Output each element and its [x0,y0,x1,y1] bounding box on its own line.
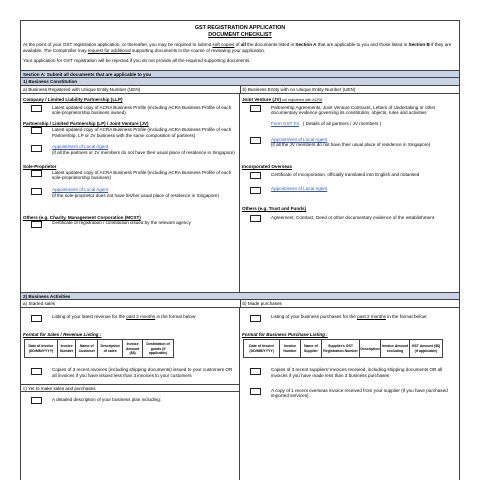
purchase-format-table [243,339,443,358]
jv-checkbox[interactable] [250,105,261,112]
purchase-col-number: Invoice Number [280,340,300,358]
uen-registered-heading: a) Business Registered with Unique Entity Number (UEN) [21,86,241,93]
others-checkbox[interactable] [31,221,42,228]
business-plan-checkbox[interactable] [31,397,42,404]
table-row [244,340,443,358]
others-group-heading: Others (e.g. Charity, Management Corporation (MCST) [23,214,141,220]
trust-group-heading: Others (e.g. Trust and Funds) [242,205,307,211]
overseas-group-heading: Incorporated Overseas [242,164,293,170]
purchase-listing-item: Listing of your business purchases for the past 2 months in the format below: [240,314,459,322]
page-title: GST REGISTRATION APPLICATION [194,25,286,31]
sales-format-table [24,339,174,358]
sales-col-destination: Destination of goods (if applicable) [143,340,174,358]
intro-text [21,39,459,70]
jv-agent-item: Appointment of Local Agent (if all the JV members do not have their usual place of residence in Singapore) [240,137,459,148]
overseas-agent-item [240,186,459,194]
sales-col-number: Invoice Number [57,340,75,358]
intro-paragraph-1: At the point of your GST registration application, or thereafter, you may be required to submit soft copies of all the documents listed in Section A that are applicable to you and those listed in Section B if they are available. The Comptroller may request for additional supporting documents in the course of reviewing your application. [23,42,452,53]
form-f3-item: Form GST F3 ( Details of all partners / JV members ) [271,121,382,127]
purchase-col-date: Date of Invoice (DD/MM/YYYY) [244,340,280,358]
sole-agent-checkbox[interactable] [31,188,42,195]
overseas-agent-checkbox[interactable] [250,187,261,194]
sole-proprietor-item: Latest updated copy of ACRA Business Profile (including ACRA Business Profile of each sole-proprietorship business) [21,170,239,181]
jv-local-agent-link[interactable]: Appointment of Local Agent [271,136,328,142]
local-agent-link[interactable]: Appointment of Local Agent [52,144,109,150]
overseas-checklist-item: Certificate of Incorporation, officially translated into English and notarised [240,172,459,180]
purchase-invoices-item: Copies of 3 recent suppliers' invoices received, including shipping documents OR all invoices if you have made less than 3 business purchases [240,367,459,378]
company-group-heading: Company / Limited Liability Partnership (LLP) [23,97,123,102]
checklist-sheet [20,20,460,480]
started-sales-heading: a) Started sales [21,300,241,307]
sole-proprietor-checkbox[interactable] [31,170,42,177]
company-checkbox[interactable] [31,105,42,112]
purchase-invoices-checkbox[interactable] [250,368,261,375]
partnership-agent-item: Appointment of Local Agent (if all the partners or JV members do not have their usual place of residence in Singapore) [21,144,239,155]
activities-subheaders [21,300,459,308]
company-checklist-item: Latest updated copy of ACRA Business Profile (including ACRA Business Profile of each sole-proprietorship business owned) [21,105,239,116]
others-checklist-item: Certificate of registration / constitution issued by the relevant agency [21,220,239,228]
business-plan-item: A detailed description of your business plan including: [21,397,239,405]
purchase-format-heading: Format for Business Purchase Listing : [242,331,328,337]
partnership-group-heading: Partnership / Limited Partnership (LP) / Joint Venture (JV) [23,121,149,127]
trust-checkbox[interactable] [250,215,261,222]
form-gst-f3-link[interactable]: Form GST F3 [271,121,299,127]
sales-col-amount: Invoice Amount ($$) [123,340,143,358]
partnership-agent-checkbox[interactable] [31,145,42,152]
business-activities-header: 2) Business Activities [21,292,459,300]
partnership-checkbox[interactable] [31,127,42,134]
section-a-header: Section A: Submit all documents that are applicable to you [21,70,459,78]
sole-agent-item: Appointment of Local Agent (if the sole-proprietor does not have his/her usual place of residence in Singapore) [21,187,239,198]
purchase-col-amount: Invoice Amount excluding [381,340,410,358]
sales-column [21,308,240,480]
sole-proprietor-heading: Sole-Proprietor [23,163,57,169]
jv-group-heading: Joint Venture (JV) not registered with ACRA [242,97,323,102]
made-purchases-heading: b) Made purchases [242,301,282,306]
purchases-column [240,308,459,480]
trust-checklist-item: Agreement, Contract, Deed or other documentary evidence of the establishment [240,215,459,223]
purchase-listing-checkbox[interactable] [250,315,261,322]
yet-to-sell-heading: c) Yet to make sales and purchases [21,384,239,392]
constitution-subheaders [21,86,459,94]
no-uen-heading: b) Business Entity with no Unique Entity Number (UEN) [242,87,356,92]
constitution-columns [21,94,459,292]
overseas-invoice-item: A copy of 1 recent overseas invoice received from your supplier (if you have purchased imported services) [240,388,459,399]
jv-checklist-item: Partnership Agreements, Joint Venture Contracts, Letters of Undertaking or other documentary evidence governing its constitution, objects, rules and activities [240,105,459,116]
sole-local-agent-link[interactable]: Appointment of Local Agent [52,187,109,193]
table-row [25,340,174,358]
sales-invoices-item: Copies of 3 recent invoices (including shipping documents) issued to your customers OR all invoices if you have issued less than 3 invoices to your customers [21,367,239,378]
purchase-col-description: Description [359,340,380,358]
sales-col-date: Date of Invoice (DD/MM/YYYY) [25,340,58,358]
purchase-col-supplier: Name of Supplier [300,340,322,358]
activities-columns [21,308,459,480]
business-constitution-header: 1) Business Constitution [21,78,459,86]
sales-format-heading: Format for Sales / Revenue Listing : [23,331,102,337]
intro-paragraph-2: Your application for GST registration will be rejected if you do not provide all the required supporting documents. [23,58,251,64]
page-subtitle: DOCUMENT CHECKLIST [208,31,272,38]
overseas-local-agent-link[interactable]: Appointment of Local Agent [271,186,328,192]
overseas-invoice-checkbox[interactable] [250,388,261,395]
no-uen-column [240,94,459,292]
jv-agent-checkbox[interactable] [250,137,261,144]
sales-col-description: Description of sales [98,340,123,358]
sales-listing-checkbox[interactable] [31,315,42,322]
document-header [21,21,459,39]
sales-invoices-checkbox[interactable] [31,368,42,375]
sales-listing-item: Listing of your latest revenue for the past 2 months in the format below: [21,314,239,322]
uen-column [21,94,240,292]
partnership-checklist-item: Latest updated copy of ACRA Business Profile (including ACRA Business Profile of each Partnership, LP or JV business with the same composition of partners) [21,127,239,138]
purchase-col-gst-number: Supplier's GST Registration Number [322,340,360,358]
sales-col-customer: Name of Customer [76,340,98,358]
purchase-col-gst-amount: GST Amount ($$) (if applicable) [409,340,442,358]
overseas-checkbox[interactable] [250,172,261,179]
